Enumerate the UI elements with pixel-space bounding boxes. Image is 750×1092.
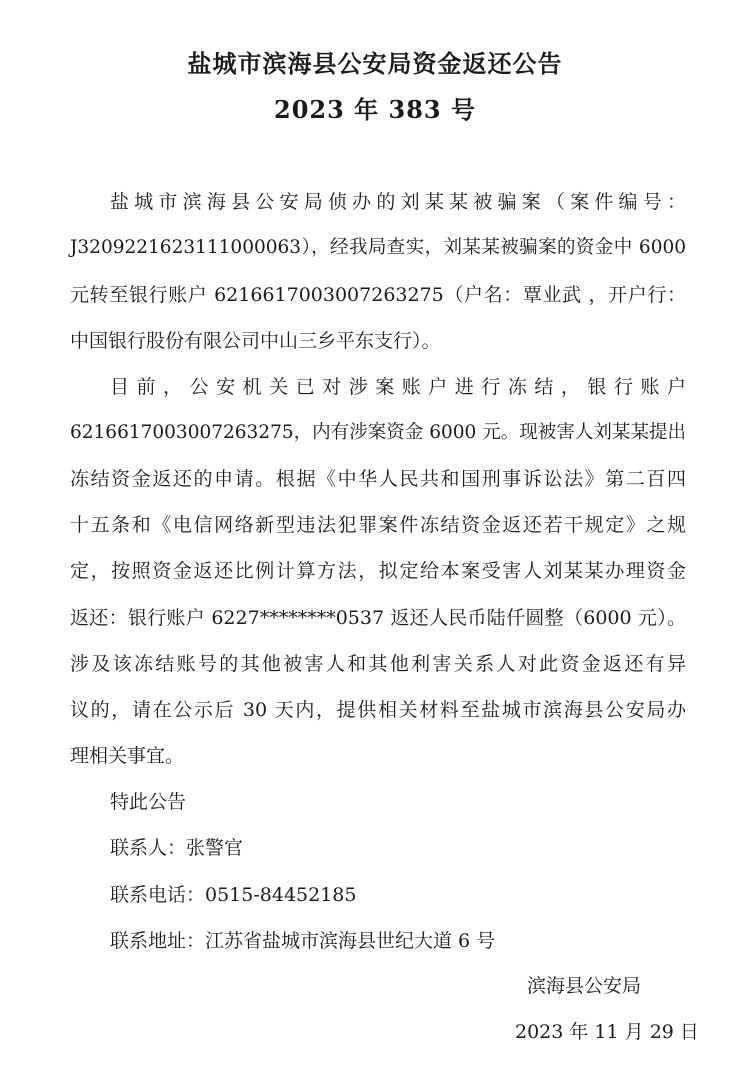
paragraph2-line: 理相关事宜。 xyxy=(70,745,185,767)
paragraph1-line: J3209221623111000063），经我局查实，刘某某被骗案的资金中 6000 xyxy=(70,237,686,258)
contact-phone: 联系电话：0515-84452185 xyxy=(110,884,357,906)
paragraph2-line: 定，按照资金返还比例计算方法，拟定给本案受害人刘某某办理资金 xyxy=(70,560,686,582)
paragraph2-line: 目前，公安机关已对涉案账户进行冻结，银行账户 xyxy=(110,376,686,398)
contact-address: 联系地址：江苏省盐城市滨海县世纪大道 6 号 xyxy=(110,930,496,952)
paragraph2-line: 冻结资金返还的申请。根据《中华人民共和国刑事诉讼法》第二百四 xyxy=(70,468,686,490)
page-title: 盐城市滨海县公安局资金返还公告 xyxy=(187,49,563,78)
paragraph1-line: 盐城市滨海县公安局侦办的刘某某被骗案（案件编号： xyxy=(110,191,686,213)
issue-date: 2023 年 11 月 29 日 xyxy=(515,1021,699,1043)
paragraph2-line: 议的，请在公示后 30 天内，提供相关材料至盐城市滨海县公安局办 xyxy=(70,699,686,721)
paragraph2-line: 十五条和《电信网络新型违法犯罪案件冻结资金返还若干规定》之规 xyxy=(70,514,686,536)
paragraph1-line: 中国银行股份有限公司中山三乡平东支行）。 xyxy=(70,330,441,352)
paragraph1-line: 元转至银行账户 6216617003007263275（户名：覃业武 ，开户行： xyxy=(70,284,686,306)
closing-text: 特此公告 xyxy=(110,791,187,813)
paragraph2-line: 涉及该冻结账号的其他被害人和其他利害关系人对此资金返还有异 xyxy=(70,653,686,675)
issuing-organization: 滨海县公安局 xyxy=(527,975,642,997)
paragraph2-line: 6216617003007263275，内有涉案资金 6000 元。现被害人刘某某提出 xyxy=(70,422,686,443)
announcement-number: 2023 年 383 号 xyxy=(274,95,476,124)
paragraph2-line: 返还：银行账户 6227********0537 返还人民币陆仟圆整（6000 元）。 xyxy=(70,607,686,629)
contact-person: 联系人：张警官 xyxy=(110,837,244,859)
